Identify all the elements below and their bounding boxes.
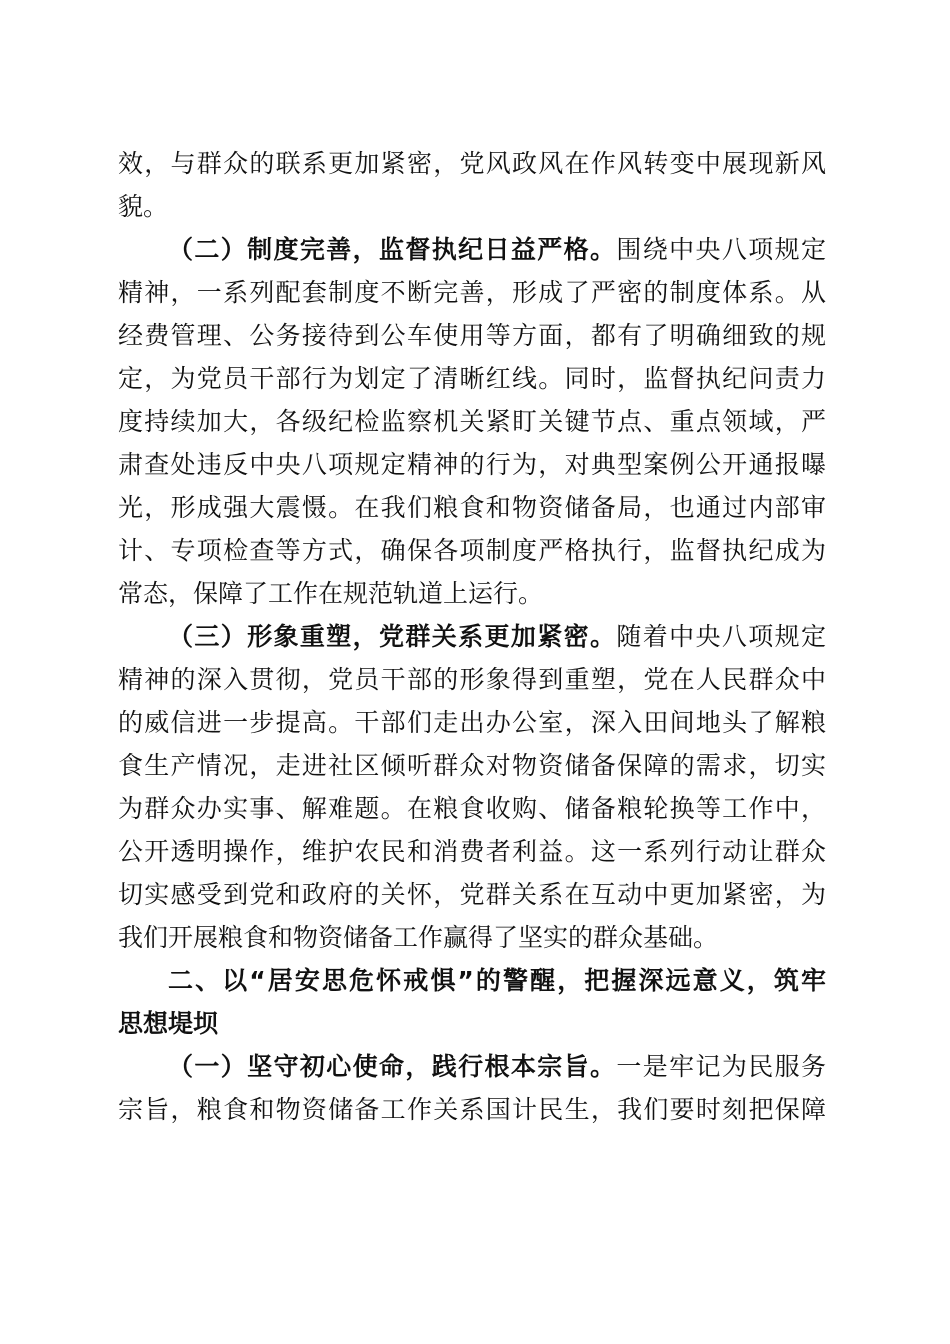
text-line: 肃查处违反中央八项规定精神的行为，对典型案例公开通报曝	[118, 450, 826, 479]
text-line	[118, 228, 826, 271]
text-line: 公开透明操作，维护农民和消费者利益。这一系列行动让群众	[118, 837, 826, 866]
text-line: 计、专项检查等方式，确保各项制度严格执行，监督执纪成为	[118, 536, 826, 565]
text-line: 常态，保障了工作在规范轨道上运行。	[118, 579, 544, 608]
text-line	[118, 615, 826, 658]
paragraph-lead: （三）形象重塑，党群关系更加紧密。	[168, 622, 617, 651]
paragraph-image-reshaping	[118, 615, 826, 959]
heading-line: 二、以“居安思危怀戒惧”的警醒，把握深远意义，筑牢	[168, 966, 826, 995]
section-heading	[118, 959, 826, 1045]
paragraph-lead: （二）制度完善，监督执纪日益严格。	[168, 235, 617, 264]
text-line: 度持续加大，各级纪检监察机关紧盯关键节点、重点领域，严	[118, 407, 826, 436]
text-line: 貌。	[118, 192, 169, 221]
paragraph-text: 随着中央八项规定	[616, 622, 826, 651]
paragraph-original-mission	[118, 1045, 826, 1131]
text-line: 精神，一系列配套制度不断完善，形成了严密的制度体系。从	[118, 278, 826, 307]
text-line: 精神的深入贯彻，党员干部的形象得到重塑，党在人民群众中	[118, 665, 826, 694]
paragraph-system-improvement	[118, 228, 826, 615]
text-line: 食生产情况，走进社区倾听群众对物资储备保障的需求，切实	[118, 751, 826, 780]
text-line: 宗旨，粮食和物资储备工作关系国计民生，我们要时刻把保障	[118, 1095, 826, 1124]
paragraph-lead: （一）坚守初心使命，践行根本宗旨。	[168, 1052, 617, 1081]
text-line: 的威信进一步提高。干部们走出办公室，深入田间地头了解粮	[118, 708, 826, 737]
paragraph-text: 一是牢记为民服务	[616, 1052, 826, 1081]
paragraph-text: 围绕中央八项规定	[616, 235, 826, 264]
text-line: 光，形成强大震慑。在我们粮食和物资储备局，也通过内部审	[118, 493, 826, 522]
text-line	[118, 1045, 826, 1088]
text-line: 定，为党员干部行为划定了清晰红线。同时，监督执纪问责力	[118, 364, 826, 393]
text-line: 我们开展粮食和物资储备工作赢得了坚实的群众基础。	[118, 923, 719, 952]
text-line: 切实感受到党和政府的关怀，党群关系在互动中更加紧密，为	[118, 880, 826, 909]
text-line: 效，与群众的联系更加紧密，党风政风在作风转变中展现新风	[118, 149, 826, 178]
text-line: 经费管理、公务接待到公车使用等方面，都有了明确细致的规	[118, 321, 826, 350]
text-line: 为群众办实事、解难题。在粮食收购、储备粮轮换等工作中，	[118, 794, 826, 823]
paragraph-continued	[118, 142, 826, 228]
heading-line: 思想堤坝	[118, 1009, 219, 1038]
document-page	[118, 142, 826, 1131]
